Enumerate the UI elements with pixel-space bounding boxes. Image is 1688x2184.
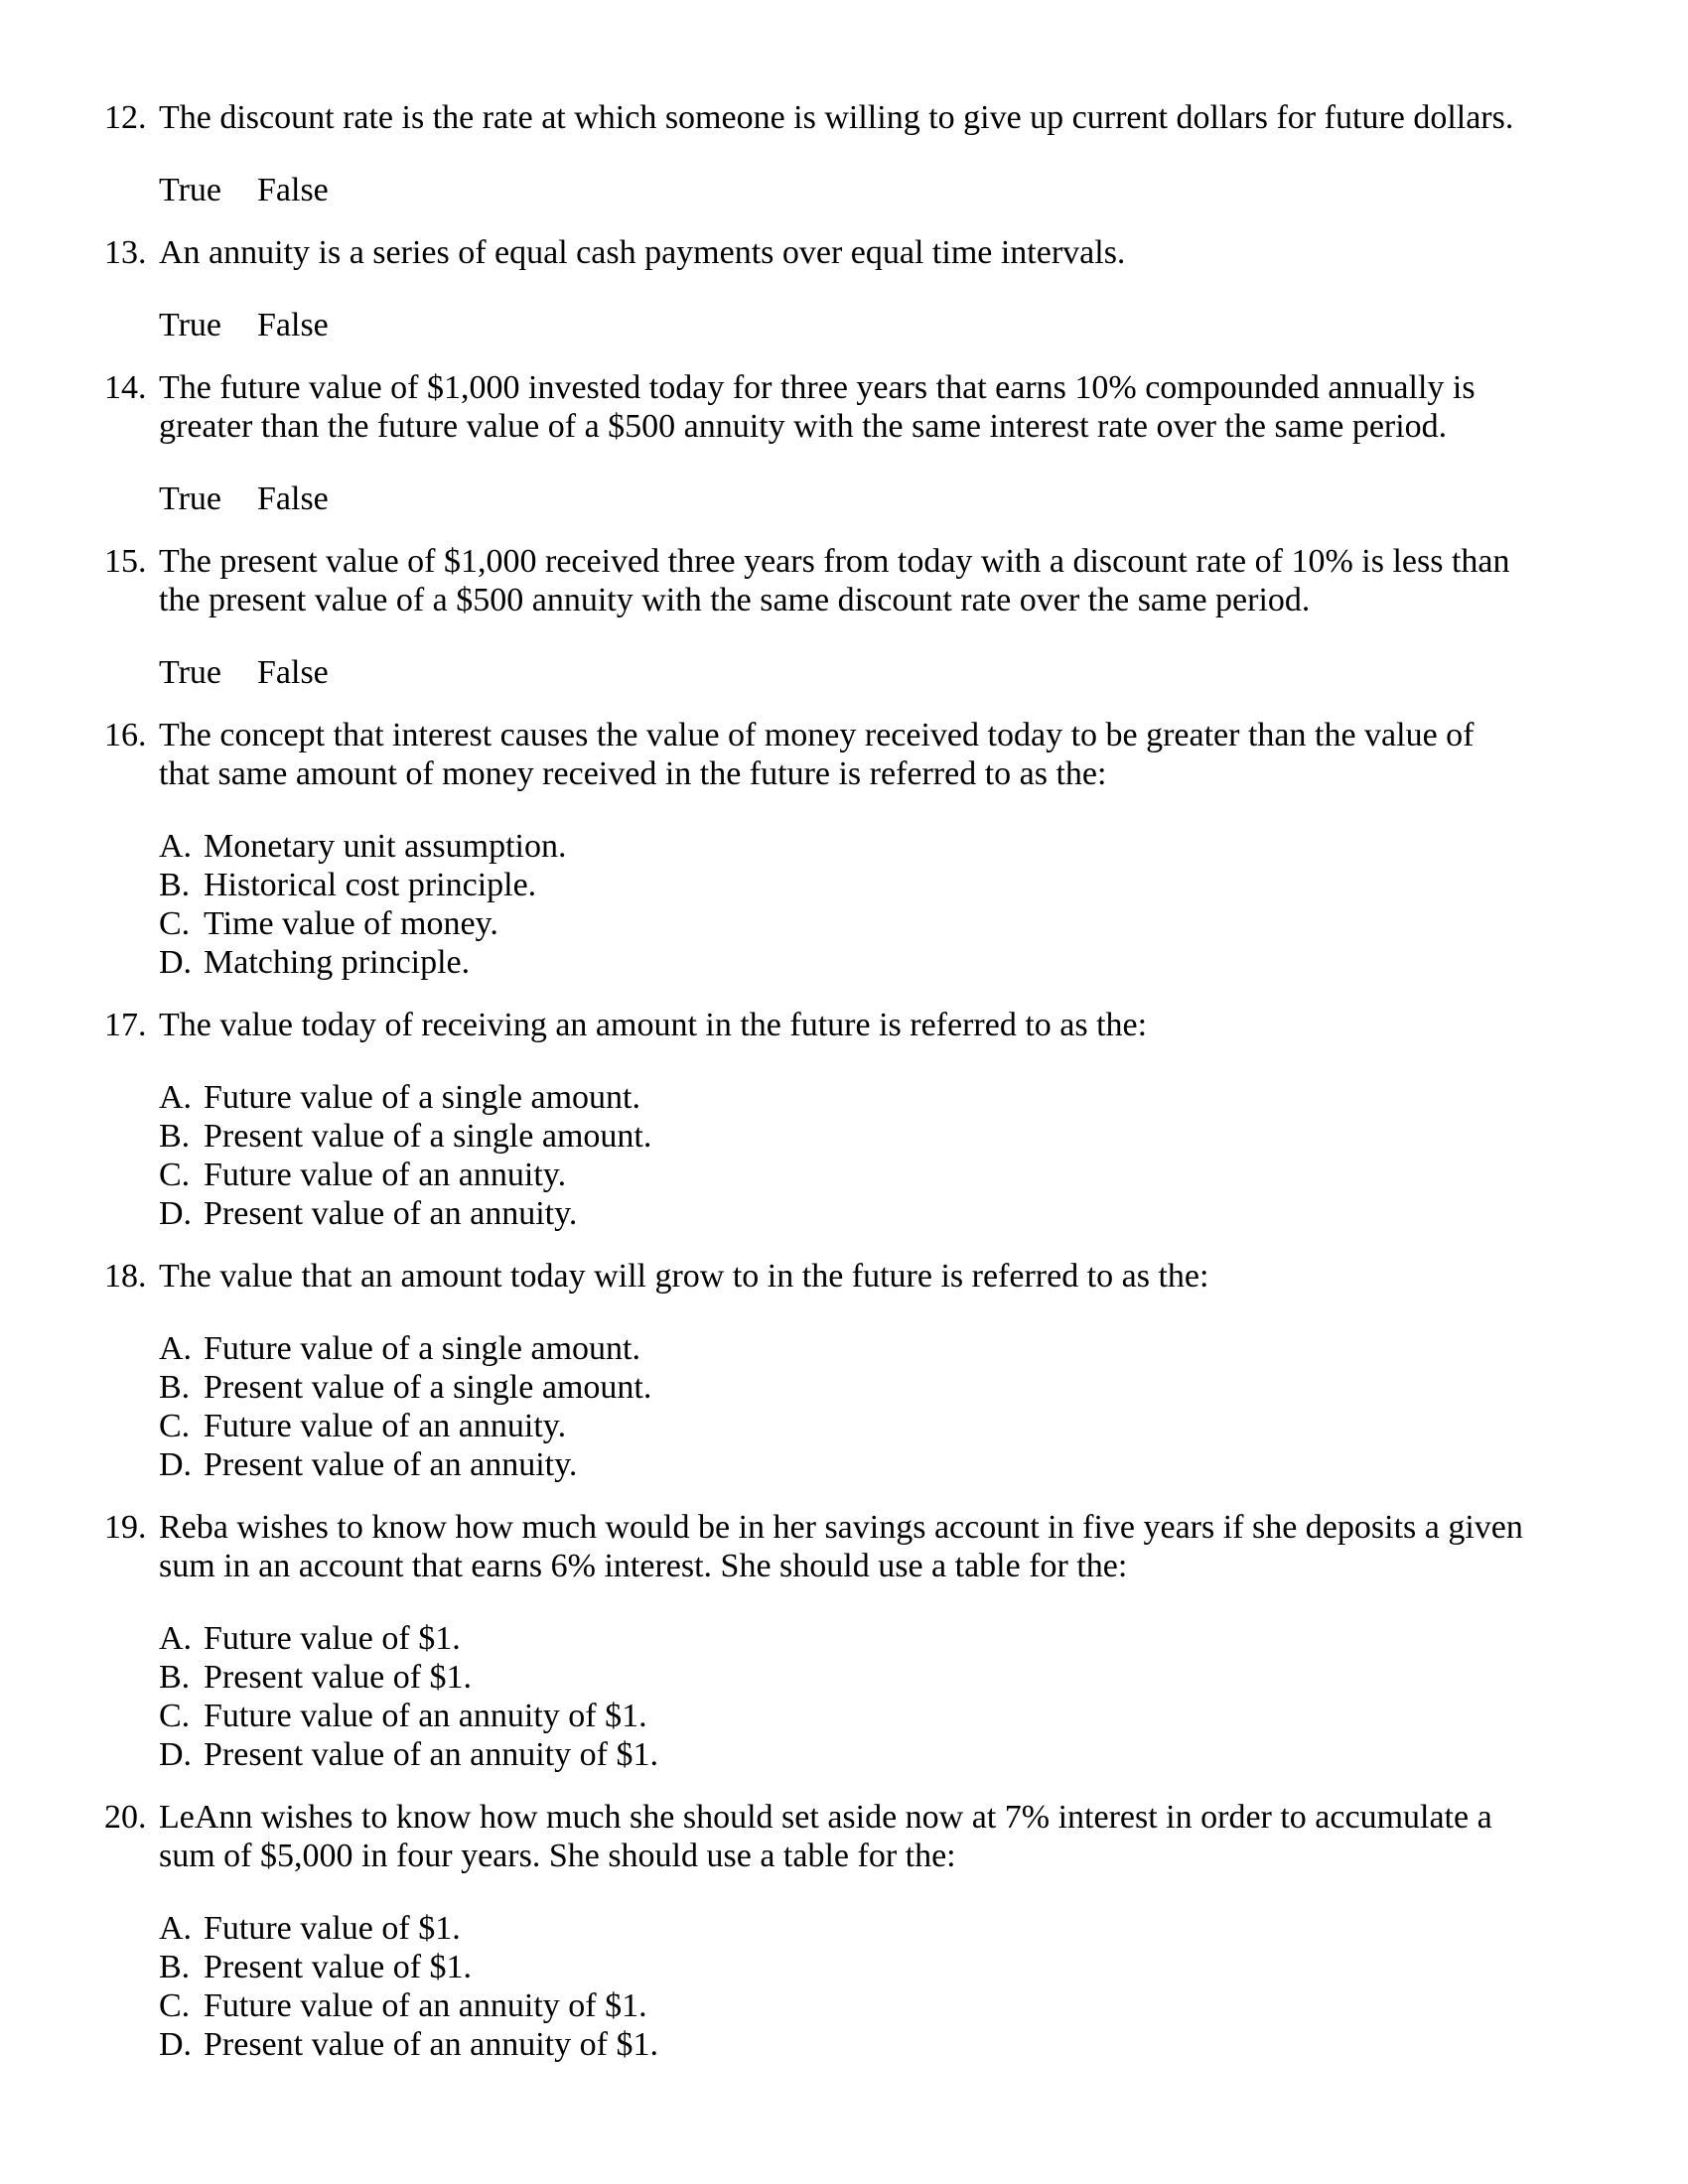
question-number: 14. [104, 369, 147, 406]
question-item [104, 1508, 1618, 1774]
question-text: Reba wishes to know how much would be in her savings account in five years if she deposits a given sum in an account that earns 6% interest. She should use a table for the: [159, 1509, 1523, 1584]
choice-option[interactable] [159, 866, 1618, 904]
answer-options [159, 653, 1618, 692]
question-row [104, 233, 1618, 272]
question-item [104, 233, 1618, 344]
question-row [104, 542, 1618, 619]
choice-option[interactable] [159, 1368, 1618, 1407]
choice-text: Future value of an annuity. [204, 1408, 567, 1444]
choice-letter: B. [159, 1369, 191, 1406]
true-false-options [159, 171, 1618, 209]
choice-option[interactable] [159, 1909, 1618, 1948]
choice-text: Present value of an annuity of $1. [204, 2026, 658, 2063]
choice-letter: A. [159, 1330, 193, 1367]
choice-option[interactable] [159, 827, 1618, 866]
question-item [104, 542, 1618, 692]
question-row [104, 716, 1618, 793]
choice-text: Present value of $1. [204, 1949, 473, 1985]
false-option[interactable]: False [257, 654, 329, 691]
answer-options [159, 1619, 1618, 1774]
choice-option[interactable] [159, 943, 1618, 982]
question-row [104, 1798, 1618, 1875]
question-item [104, 98, 1618, 209]
choice-letter: A. [159, 1910, 193, 1947]
false-option[interactable]: False [257, 480, 329, 517]
question-item [104, 1006, 1618, 1233]
choice-text: Future value of a single amount. [204, 1079, 641, 1116]
question-number: 20. [104, 1799, 147, 1836]
question-number: 19. [104, 1509, 147, 1546]
choice-letter: D. [159, 2026, 193, 2063]
question-text: The value that an amount today will grow to in the future is referred to as the: [159, 1258, 1209, 1295]
choice-text: Present value of a single amount. [204, 1369, 652, 1406]
question-number: 16. [104, 717, 147, 753]
true-false-options [159, 479, 1618, 518]
choice-letter: D. [159, 1736, 193, 1773]
question-row [104, 368, 1618, 446]
question-number: 15. [104, 543, 147, 580]
answer-options [159, 1078, 1618, 1233]
choice-option[interactable] [159, 1697, 1618, 1735]
choice-text: Matching principle. [204, 944, 471, 981]
choice-text: Present value of a single amount. [204, 1118, 652, 1155]
choice-option[interactable] [159, 1329, 1618, 1368]
answer-options [159, 306, 1618, 344]
choice-text: Future value of $1. [204, 1910, 461, 1947]
choice-option[interactable] [159, 1407, 1618, 1445]
answer-options [159, 1909, 1618, 2064]
choice-text: Future value of $1. [204, 1620, 461, 1657]
choice-text: Present value of an annuity. [204, 1446, 578, 1483]
choice-option[interactable] [159, 1156, 1618, 1194]
choice-letter: B. [159, 1118, 191, 1155]
question-item [104, 716, 1618, 982]
question-text: The concept that interest causes the value of money received today to be greater than the value of that same amount of money received in the future is referred to as the: [159, 717, 1475, 792]
choice-text: Historical cost principle. [204, 867, 537, 903]
choice-text: Future value of an annuity. [204, 1157, 567, 1193]
question-row [104, 1508, 1618, 1585]
question-row [104, 1006, 1618, 1044]
question-item [104, 368, 1618, 518]
question-row [104, 98, 1618, 137]
question-row [104, 1257, 1618, 1296]
choice-option[interactable] [159, 1658, 1618, 1697]
question-text: An annuity is a series of equal cash payments over equal time intervals. [159, 234, 1126, 271]
choice-option[interactable] [159, 1194, 1618, 1233]
question-text: The future value of $1,000 invested today for three years that earns 10% compounded annually is greater than the future value of a $500 annuity with the same interest rate over the same period. [159, 369, 1476, 445]
question-number: 13. [104, 234, 147, 271]
choice-text: Present value of an annuity of $1. [204, 1736, 658, 1773]
choice-text: Future value of an annuity of $1. [204, 1698, 647, 1734]
choice-option[interactable] [159, 1619, 1618, 1658]
choice-text: Future value of an annuity of $1. [204, 1987, 647, 2024]
choice-letter: B. [159, 1949, 191, 1985]
true-option[interactable]: True [159, 654, 221, 691]
choice-letter: C. [159, 1987, 191, 2024]
choice-letter: B. [159, 867, 191, 903]
choice-letter: D. [159, 1195, 193, 1232]
answer-options [159, 1329, 1618, 1484]
true-false-options [159, 306, 1618, 344]
choice-option[interactable] [159, 1078, 1618, 1117]
true-false-options [159, 653, 1618, 692]
choice-text: Time value of money. [204, 905, 498, 942]
choice-option[interactable] [159, 1948, 1618, 1986]
false-option[interactable]: False [257, 307, 329, 343]
choice-letter: C. [159, 1408, 191, 1444]
question-item [104, 1798, 1618, 2064]
choice-letter: D. [159, 1446, 193, 1483]
true-option[interactable]: True [159, 172, 221, 208]
question-number: 18. [104, 1258, 147, 1295]
choice-text: Present value of an annuity. [204, 1195, 578, 1232]
choice-letter: C. [159, 1157, 191, 1193]
choice-option[interactable] [159, 2025, 1618, 2064]
choice-option[interactable] [159, 1986, 1618, 2025]
false-option[interactable]: False [257, 172, 329, 208]
choice-text: Future value of a single amount. [204, 1330, 641, 1367]
question-text: LeAnn wishes to know how much she should set aside now at 7% interest in order to accumulate a sum of $5,000 in four years. She should use a table for the: [159, 1799, 1492, 1874]
choice-option[interactable] [159, 1735, 1618, 1774]
true-option[interactable]: True [159, 307, 221, 343]
answer-options [159, 171, 1618, 209]
question-text: The value today of receiving an amount in the future is referred to as the: [159, 1007, 1148, 1043]
question-number: 17. [104, 1007, 147, 1043]
question-number: 12. [104, 99, 147, 136]
choice-letter: B. [159, 1659, 191, 1696]
choice-letter: D. [159, 944, 193, 981]
answer-options [159, 479, 1618, 518]
choice-letter: A. [159, 828, 193, 865]
choice-option[interactable] [159, 1117, 1618, 1156]
choice-option[interactable] [159, 904, 1618, 943]
choice-text: Monetary unit assumption. [204, 828, 567, 865]
question-list [104, 98, 1618, 2064]
question-text: The present value of $1,000 received three years from today with a discount rate of 10% is less than the present value of a $500 annuity with the same discount rate over the same period. [159, 543, 1510, 618]
true-option[interactable]: True [159, 480, 221, 517]
choice-text: Present value of $1. [204, 1659, 473, 1696]
choice-letter: C. [159, 1698, 191, 1734]
choice-option[interactable] [159, 1445, 1618, 1484]
choice-letter: C. [159, 905, 191, 942]
choice-letter: A. [159, 1079, 193, 1116]
choice-letter: A. [159, 1620, 193, 1657]
question-text: The discount rate is the rate at which someone is willing to give up current dollars for future dollars. [159, 99, 1514, 136]
question-item [104, 1257, 1618, 1484]
answer-options [159, 827, 1618, 982]
